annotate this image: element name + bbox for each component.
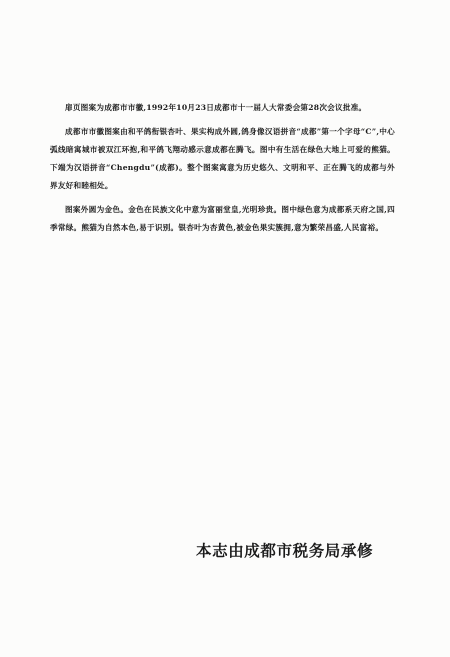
paragraph-emblem-design: 成都市市徽图案由和平鸽衔银杏叶、果实构成外圆,鸽身像汉语拼音“成都”第一个字母“C”,中心弧线暗寓城市被双江环抱,和平鸽飞翔动感示意成都在腾飞。图中有生活在绿色大地上可爱的熊猫。下端为汉语拼音“Chengdu”(成都)。整个图案寓意为历史悠久、文明和平、正在腾飞的成都与外界友好和睦相处。 <box>50 127 395 190</box>
paragraph-emblem-colors: 图案外圆为金色。金色在民族文化中意为富丽堂皇,光明珍贵。图中绿色意为成都系天府之国,四季常绿。熊猫为自然本色,易于识别。银杏叶为杏黄色,被金色果实簇拥,意为繁荣昌盛,人民富裕。 <box>50 205 395 232</box>
emblem-description <box>50 99 395 243</box>
paragraph-approval: 扉页图案为成都市市徽,1992年10月23日成都市十一届人大常委会第28次会议批准。 <box>65 103 367 112</box>
footer-credit: 本志由成都市税务局承修 <box>196 542 374 560</box>
